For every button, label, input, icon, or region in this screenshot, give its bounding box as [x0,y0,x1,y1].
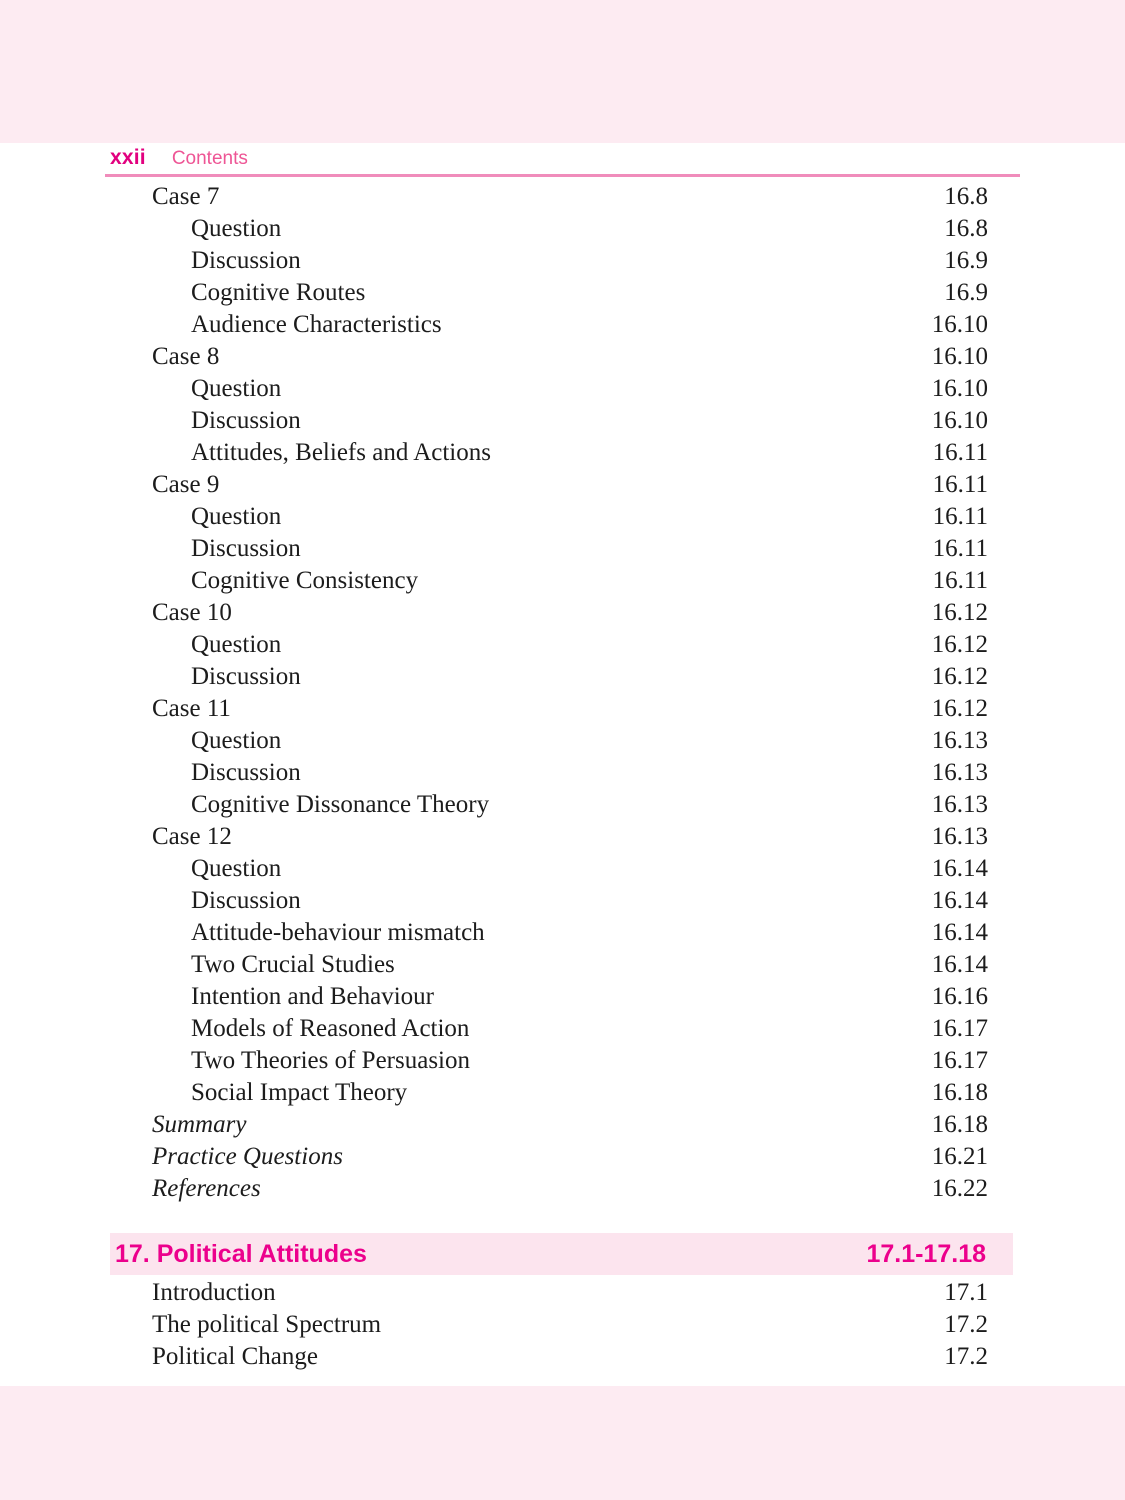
toc-entry-page: 16.18 [931,1079,988,1106]
toc-entry-page: 16.12 [931,663,988,690]
toc-entry-page: 16.14 [931,951,988,978]
toc-entry [0,437,1125,469]
toc-entry-page: 16.13 [931,759,988,786]
chapter-title: 17. Political Attitudes [115,1240,367,1268]
toc-entry-page: 16.11 [932,567,988,594]
toc-entry-label: Discussion [191,663,301,690]
toc-entry-label: Introduction [152,1279,276,1306]
toc-entry-label: Cognitive Routes [191,279,366,306]
toc-entry-label: Two Crucial Studies [191,951,395,978]
toc-entry-label: Two Theories of Persuasion [191,1047,470,1074]
toc-entry-label: Summary [152,1111,247,1138]
toc-entry [0,917,1125,949]
toc-entry-page: 16.11 [932,503,988,530]
toc-entry-label: Case 9 [152,471,220,498]
toc-entry-page: 16.11 [932,535,988,562]
chapter-page-range: 17.1-17.18 [866,1240,986,1268]
toc-entry-label: Case 8 [152,343,220,370]
toc-entry [0,469,1125,501]
toc-entry [0,1309,1125,1341]
toc-entry-page: 16.10 [931,407,988,434]
toc-entry-label: Practice Questions [152,1143,343,1170]
toc-entry-label: Political Change [152,1343,318,1370]
toc-entry-page: 17.2 [944,1311,988,1338]
toc-entry-page: 16.12 [931,631,988,658]
toc-entry-page: 16.9 [944,247,988,274]
toc-entry-label: Question [191,503,282,530]
toc-entry-label: Question [191,631,282,658]
toc-entry-page: 16.13 [931,791,988,818]
toc-entry-page: 16.8 [944,183,988,210]
toc-entry [0,309,1125,341]
toc-entry-page: 16.13 [931,823,988,850]
toc-entry-page: 16.22 [931,1175,988,1202]
top-decorative-band [0,0,1125,143]
toc-entry [0,245,1125,277]
toc-entry-label: Case 10 [152,599,232,626]
page-folio: xxii [110,146,146,169]
toc-entry-label: Question [191,855,282,882]
toc-entry [0,661,1125,693]
toc-entry-label: References [152,1175,261,1202]
chapter-heading-band [110,1233,1013,1275]
toc-entry-page: 16.14 [931,919,988,946]
toc-list [0,181,1125,1205]
toc-entry-page: 16.18 [931,1111,988,1138]
toc-entry-label: Attitudes, Beliefs and Actions [191,439,491,466]
toc-entry-label: Case 12 [152,823,232,850]
toc-entry [0,789,1125,821]
toc-entry [0,725,1125,757]
toc-entry-page: 17.2 [944,1343,988,1370]
toc-entry [0,533,1125,565]
toc-entry-page: 16.11 [932,471,988,498]
toc-entry-label: Attitude-behaviour mismatch [191,919,485,946]
toc-entry-page: 16.12 [931,695,988,722]
toc-entry [0,1141,1125,1173]
toc-entry [0,277,1125,309]
toc-entry-label: Case 7 [152,183,220,210]
toc-entry-page: 16.17 [931,1015,988,1042]
bottom-decorative-band [0,1386,1125,1500]
toc-entry-label: Question [191,215,282,242]
toc-entry-label: Models of Reasoned Action [191,1015,470,1042]
toc-entry-page: 16.12 [931,599,988,626]
toc-entry [0,981,1125,1013]
toc-entry-page: 16.10 [931,311,988,338]
toc-entry [0,213,1125,245]
toc-entry [0,405,1125,437]
toc-entry [0,181,1125,213]
toc-entry-label: Discussion [191,759,301,786]
toc-entry [0,1277,1125,1309]
toc-list-after-chapter [0,1277,1125,1373]
toc-entry [0,629,1125,661]
toc-entry-label: Cognitive Consistency [191,567,419,594]
toc-entry-label: The political Spectrum [152,1311,382,1338]
toc-entry-label: Question [191,727,282,754]
toc-entry [0,565,1125,597]
toc-entry-label: Discussion [191,535,301,562]
toc-entry-page: 16.14 [931,855,988,882]
toc-entry-label: Social Impact Theory [191,1079,408,1106]
toc-entry-label: Question [191,375,282,402]
toc-entry-page: 16.10 [931,343,988,370]
toc-entry [0,853,1125,885]
toc-entry [0,1013,1125,1045]
toc-entry [0,1173,1125,1205]
toc-entry-label: Case 11 [152,695,231,722]
toc-entry [0,597,1125,629]
toc-entry [0,885,1125,917]
toc-entry-page: 16.14 [931,887,988,914]
toc-entry-page: 16.16 [931,983,988,1010]
toc-entry-page: 16.21 [931,1143,988,1170]
toc-entry-label: Discussion [191,407,301,434]
toc-entry [0,373,1125,405]
running-head [110,146,1020,172]
toc-entry [0,1045,1125,1077]
toc-entry-label: Intention and Behaviour [191,983,434,1010]
toc-entry [0,1341,1125,1373]
toc-entry-label: Discussion [191,247,301,274]
toc-entry-label: Cognitive Dissonance Theory [191,791,490,818]
toc-entry [0,693,1125,725]
toc-entry-page: 16.10 [931,375,988,402]
running-head-rule [105,174,1020,177]
toc-entry-page: 16.8 [944,215,988,242]
toc-entry [0,949,1125,981]
toc-entry [0,1077,1125,1109]
toc-entry-label: Audience Characteristics [191,311,442,338]
toc-entry-page: 16.13 [931,727,988,754]
toc-entry-page: 16.11 [932,439,988,466]
toc-entry [0,757,1125,789]
toc-entry [0,1109,1125,1141]
toc-entry-page: 16.17 [931,1047,988,1074]
toc-entry [0,341,1125,373]
toc-entry [0,821,1125,853]
running-head-title: Contents [171,148,248,169]
toc-entry-label: Discussion [191,887,301,914]
toc-entry [0,501,1125,533]
toc-entry-page: 16.9 [944,279,988,306]
toc-entry-page: 17.1 [944,1279,988,1306]
